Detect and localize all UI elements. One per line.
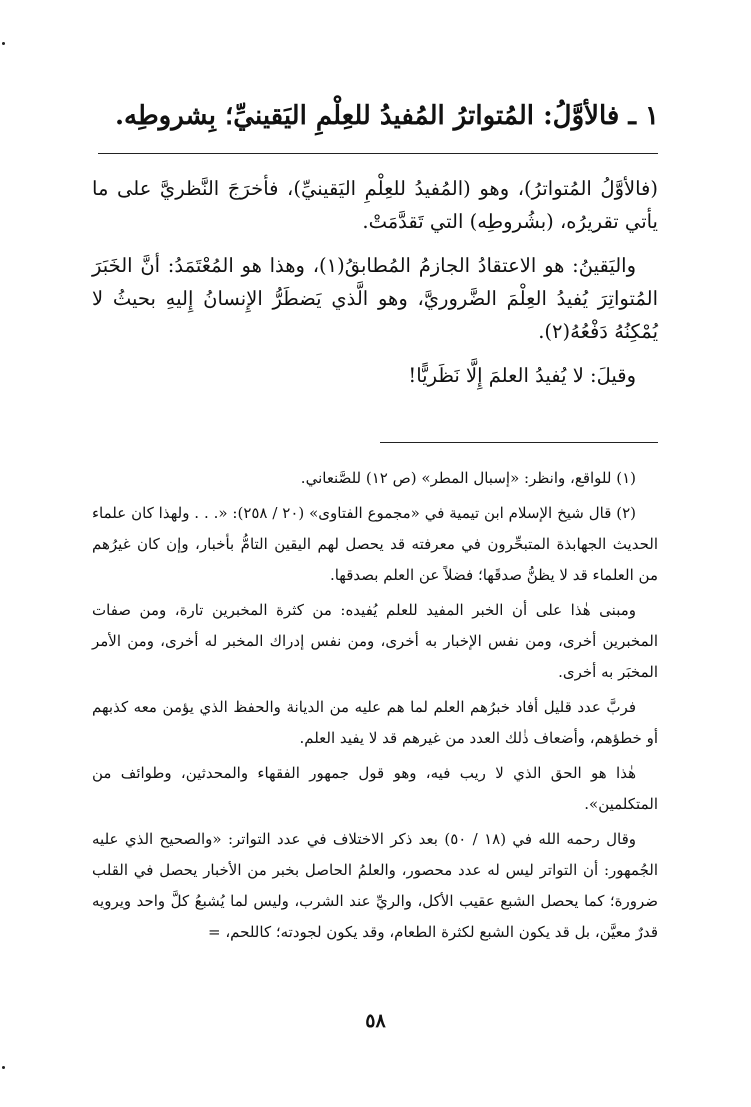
heading-divider bbox=[98, 153, 658, 154]
footnote-2-paragraph: هٰذا هو الحق الذي لا ريب فيه، وهو قول جمهور الفقهاء والمحدثين، وطوائف من المتكلمين». bbox=[92, 764, 658, 813]
main-text bbox=[92, 172, 658, 392]
footnote-divider bbox=[380, 442, 658, 443]
page-number: ٥٨ bbox=[365, 1010, 386, 1032]
margin-speck bbox=[2, 1066, 5, 1069]
main-paragraph-3: وقيلَ: لا يُفيدُ العلمَ إِلَّا نَظَريًّا! bbox=[408, 364, 636, 387]
margin-speck bbox=[2, 42, 5, 45]
main-paragraph-2: واليَقينُ: هو الاعتقادُ الجازمُ المُطابقُ(١)، وهذا هو المُعْتَمَدُ: أنَّ الخَبَرَ المُتواتِرَ يُفيدُ العِلْمَ الضَّروريَّ، وهو الَّذي يَضطَرُّ الإِنسانُ إِليهِ بحيثُ لا يُمْكِنُهُ دَفْعُهُ(٢). bbox=[92, 254, 658, 343]
main-paragraph-1: (فالأوَّلُ المُتواترُ)، وهو (المُفيدُ للعِلْمِ اليَقينيِّ)، فأخرَجَ النَّظريَّ على ما يأتي تقريرُه، (بشُروطِه) التي تَقدَّمَتْ. bbox=[92, 177, 658, 233]
footnotes bbox=[92, 463, 658, 948]
section-heading: ١ ـ فالأوَّلُ: المُتواترُ المُفيدُ للعِلْمِ اليَقينيِّ؛ بِشروطِه. bbox=[114, 101, 659, 131]
footnote-2: (٢) قال شيخ الإسلام ابن تيمية في «مجموع الفتاوى» (٢٠ / ٢٥٨): «. . . ولهذا كان علماء الحديث الجهابذة المتبحِّرون في معرفته قد يحصل لهم اليقين التامُّ بأخبار، وإن كان غيرُهم من العلماء قد لا يظنُّ صدقَها؛ فضلاً عن العلم بصدقها. bbox=[92, 504, 658, 584]
footnote-1: (١) للواقع، وانظر: «إسبال المطر» (ص ١٢) للصَّنعاني. bbox=[300, 469, 636, 487]
footnote-2-paragraph: فربَّ عدد قليل أفاد خبرُهم العلم لما هم عليه من الديانة والحفظ الذي يؤمن معه كذبهم أو خطؤهم، وأضعاف ذٰلك العدد من غيرهم قد لا يفيد العلم. bbox=[92, 698, 658, 747]
footnote-2-paragraph: وقال رحمه الله في (١٨ / ٥٠) بعد ذكر الاختلاف في عدد التواتر: «والصحيح الذي عليه الجُمهور: أن التواتر ليس له عدد محصور، والعلمُ الحاصل بخبر من الأخبار يحصل في القلب ضرورة؛ كما يحصل الشبع عقيب الأكل، والريِّ عند الشرب، وليس لما يُشبعُ كلَّ واحد ويرويه قدرٌ معيَّن، بل قد يكون الشبع لكثرة الطعام، وقد يكون لجودته؛ كاللحم، = bbox=[92, 830, 658, 941]
footnote-2-paragraph: ومبنى هٰذا على أن الخبر المفيد للعلم يُفيده: من كثرة المخبرين تارة، ومن صفات المخبرين أخرى، ومن نفس الإخبار به أخرى، ومن نفس إدراك المخبر له أخرى، ومن الأمر المخبَر به أخرى. bbox=[92, 601, 658, 681]
